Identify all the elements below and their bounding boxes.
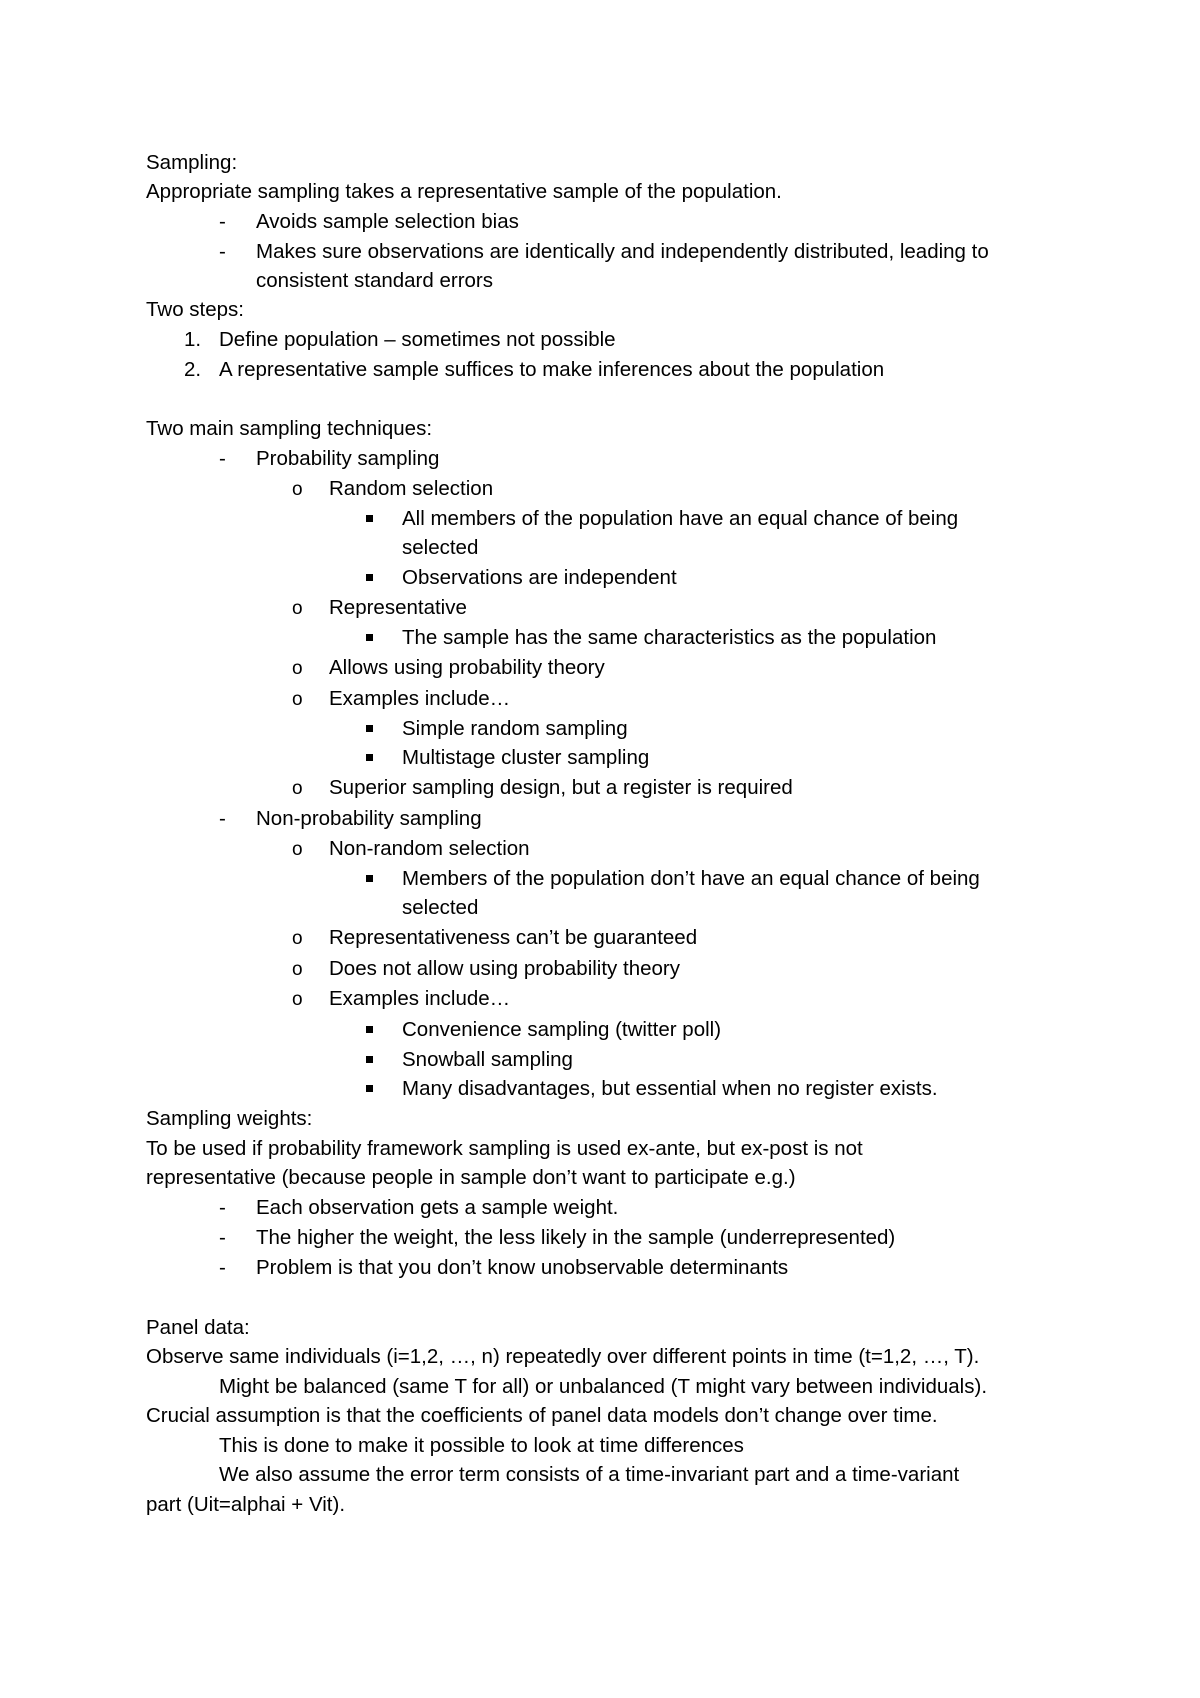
square-bullet-icon: [366, 634, 373, 641]
circle-marker: o: [292, 839, 303, 860]
two-steps-label: Two steps:: [146, 298, 244, 321]
list-item-cont: selected: [402, 896, 479, 919]
non-probability-sampling: Non-probability sampling: [256, 807, 482, 830]
list-item: Observations are independent: [402, 566, 677, 589]
dash-marker: -: [219, 1196, 226, 1219]
square-bullet-icon: [366, 1085, 373, 1092]
circle-marker: o: [292, 778, 303, 799]
list-item-cont: selected: [402, 536, 479, 559]
list-item: Snowball sampling: [402, 1048, 573, 1071]
step-number: 2.: [184, 358, 202, 381]
sampling-bullet-cont: consistent standard errors: [256, 269, 494, 292]
dash-marker: -: [219, 807, 226, 830]
examples-include: Examples include…: [329, 987, 511, 1010]
step-text: A representative sample suffices to make inferences about the population: [219, 358, 885, 381]
representativeness: Representativeness can’t be guaranteed: [329, 926, 698, 949]
panel-text: We also assume the error term consists of a time-invariant part and a time-variant: [219, 1463, 960, 1486]
list-item: Convenience sampling (twitter poll): [402, 1018, 722, 1041]
weights-text: representative (because people in sample don’t want to participate e.g.): [146, 1166, 796, 1189]
square-bullet-icon: [366, 875, 373, 882]
step-number: 1.: [184, 328, 202, 351]
random-selection: Random selection: [329, 477, 494, 500]
list-item: All members of the population have an equal chance of being: [402, 507, 959, 530]
list-item: Many disadvantages, but essential when no register exists.: [402, 1077, 938, 1100]
square-bullet-icon: [366, 1056, 373, 1063]
dash-marker: -: [219, 210, 226, 233]
circle-marker: o: [292, 928, 303, 949]
panel-text: This is done to make it possible to look at time differences: [219, 1434, 744, 1457]
list-item: Members of the population don’t have an equal chance of being: [402, 867, 980, 890]
panel-text: part (Uit=alphai + Vit).: [146, 1493, 346, 1516]
sampling-intro: Appropriate sampling takes a representative sample of the population.: [146, 180, 782, 203]
square-bullet-icon: [366, 1026, 373, 1033]
dash-marker: -: [219, 1226, 226, 1249]
circle-marker: o: [292, 689, 303, 710]
sampling-bullet: Makes sure observations are identically and independently distributed, leading to: [256, 240, 989, 263]
dash-marker: -: [219, 240, 226, 263]
list-item: The sample has the same characteristics as the population: [402, 626, 937, 649]
square-bullet-icon: [366, 754, 373, 761]
circle-marker: o: [292, 989, 303, 1010]
weights-heading: Sampling weights:: [146, 1107, 313, 1130]
dash-marker: -: [219, 447, 226, 470]
list-item: Simple random sampling: [402, 717, 628, 740]
not-allow-probability: Does not allow using probability theory: [329, 957, 680, 980]
allows-probability-theory: Allows using probability theory: [329, 656, 605, 679]
step-text: Define population – sometimes not possible: [219, 328, 616, 351]
representative: Representative: [329, 596, 467, 619]
dash-marker: -: [219, 1256, 226, 1279]
non-random-selection: Non-random selection: [329, 837, 530, 860]
sampling-bullet: Avoids sample selection bias: [256, 210, 519, 233]
examples-include: Examples include…: [329, 687, 511, 710]
circle-marker: o: [292, 479, 303, 500]
weights-bullet: The higher the weight, the less likely in the sample (underrepresented): [256, 1226, 896, 1249]
panel-text: Might be balanced (same T for all) or unbalanced (T might vary between individuals).: [219, 1375, 988, 1398]
probability-sampling: Probability sampling: [256, 447, 440, 470]
weights-bullet: Each observation gets a sample weight.: [256, 1196, 619, 1219]
weights-bullet: Problem is that you don’t know unobservable determinants: [256, 1256, 789, 1279]
panel-text: Observe same individuals (i=1,2, …, n) repeatedly over different points in time (t=1,2, …, T).: [146, 1345, 980, 1368]
square-bullet-icon: [366, 574, 373, 581]
list-item: Multistage cluster sampling: [402, 746, 650, 769]
panel-text: Crucial assumption is that the coefficients of panel data models don’t change over time.: [146, 1404, 938, 1427]
panel-heading: Panel data:: [146, 1316, 250, 1339]
circle-marker: o: [292, 959, 303, 980]
square-bullet-icon: [366, 515, 373, 522]
techniques-heading: Two main sampling techniques:: [146, 417, 433, 440]
sampling-heading: Sampling:: [146, 151, 238, 174]
weights-text: To be used if probability framework sampling is used ex-ante, but ex-post is not: [146, 1137, 863, 1160]
circle-marker: o: [292, 598, 303, 619]
square-bullet-icon: [366, 725, 373, 732]
superior-design: Superior sampling design, but a register is required: [329, 776, 793, 799]
circle-marker: o: [292, 658, 303, 679]
